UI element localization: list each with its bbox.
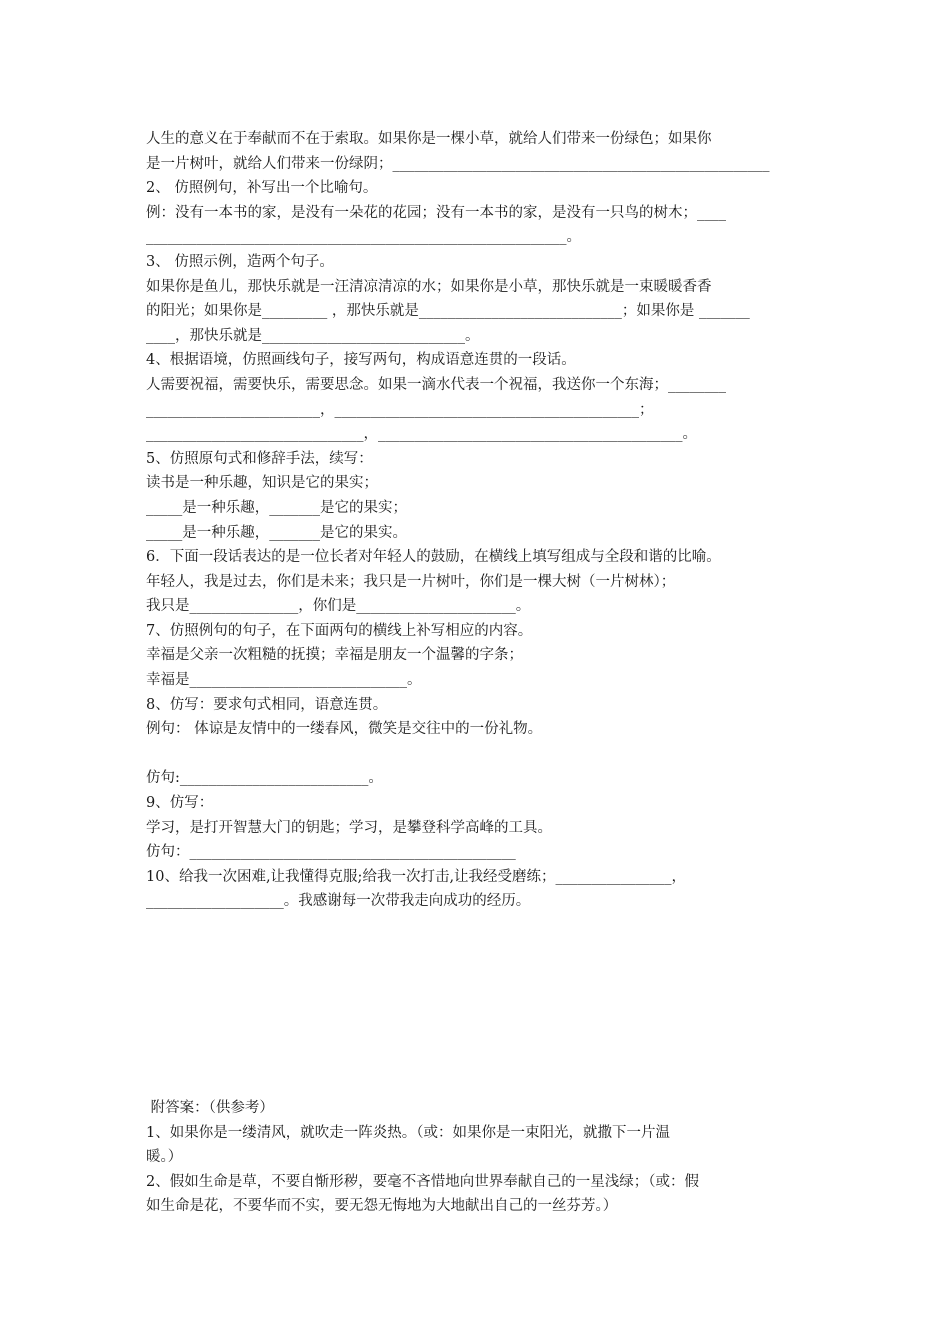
exercise-questions [146,127,814,914]
text-line: 幸福是______________________________。 [146,672,422,689]
text-line: 如果你是鱼儿，那快乐就是一汪清凉清凉的水；如果你是小草，那快乐就是一束暖暖香香 [146,278,712,295]
question-heading: 4、根据语境，仿照画线句子，接写两句，构成语意连贯的一段话。 [146,352,576,369]
question-heading: 8、仿写：要求句式相同，语意连贯。 [146,696,388,713]
text-line: 仿句:__________________________。 [146,770,383,787]
answer-line: 如生命是花，不要华而不实，要无怨无悔地为大地献出自己的一丝芬芳。） [146,1198,618,1215]
answer-line: 1、如果你是一缕清风，就吹走一阵炎热。（或：如果你是一束阳光，就撒下一片温 [146,1124,670,1141]
text-line: ___________________。我感谢每一次带我走向成功的经历。 [146,893,531,910]
question-heading: 10、给我一次困难,让我懂得克服;给我一次打击,让我经受磨练；________________， [146,868,687,885]
text-line: __________________________________________________________。 [146,229,581,246]
blank-line [146,742,814,767]
text-line: 人需要祝福，需要快乐，需要思念。如果一滴水代表一个祝福，我送你一个东海；________ [146,376,726,393]
text-line: 我只是_______________，你们是______________________。 [146,598,531,615]
question-heading: 6．下面一段话表达的是一位长者对年轻人的鼓励，在横线上填写组成与全段和谐的比喻。 [146,549,721,566]
question-heading: 2、 仿照例句，补写出一个比喻句。 [146,180,378,197]
question-heading: 9、仿写： [146,795,214,812]
text-line: 学习，是打开智慧大门的钥匙；学习，是攀登科学高峰的工具。 [146,819,552,836]
text-line: 幸福是父亲一次粗糙的抚摸；幸福是朋友一个温馨的字条； [146,647,523,664]
question-heading: 7、仿照例句的句子，在下面两句的横线上补写相应的内容。 [146,622,533,639]
text-line: 读书是一种乐趣，知识是它的果实； [146,475,378,492]
answer-heading: 附答案：（供参考） [146,1100,274,1116]
text-line: _____是一种乐趣，_______是它的果实。 [146,524,407,541]
text-line: 例：没有一本书的家，是没有一朵花的花园；没有一本书的家，是没有一只鸟的树木；____ [146,204,726,221]
text-line: 是一片树叶，就给人们带来一份绿阴；____________________________________________________ [146,155,770,172]
answer-line: 2、假如生命是草，不要自惭形秽，要毫不吝惜地向世界奉献自己的一星浅绿；（或：假 [146,1173,699,1190]
question-heading: 3、 仿照示例，造两个句子。 [146,253,334,270]
text-line: ____，那快乐就是____________________________。 [146,327,480,344]
text-line: _____是一种乐趣，_______是它的果实； [146,499,407,516]
question-heading: 5、仿照原句式和修辞手法，续写： [146,450,373,467]
text-line: ________________________，__________________________________________； [146,401,654,418]
text-line: 年轻人，我是过去，你们是未来；我只是一片树叶，你们是一棵大树（一片树林）； [146,573,676,590]
answer-line: 暖。） [146,1149,183,1166]
text-line: 人生的意义在于奉献而不在于索取。如果你是一棵小草，就给人们带来一份绿色；如果你 [146,131,712,147]
answer-key [146,1096,814,1219]
text-line: 仿句：_____________________________________________ [146,844,516,861]
text-line: ______________________________，__________________________________________。 [146,426,697,443]
text-line: 的阳光；如果你是_________ ，那快乐就是____________________________；如果你是 _______ [146,303,750,320]
text-line: 例句： 体谅是友情中的一缕春风，微笑是交往中的一份礼物。 [146,721,543,738]
